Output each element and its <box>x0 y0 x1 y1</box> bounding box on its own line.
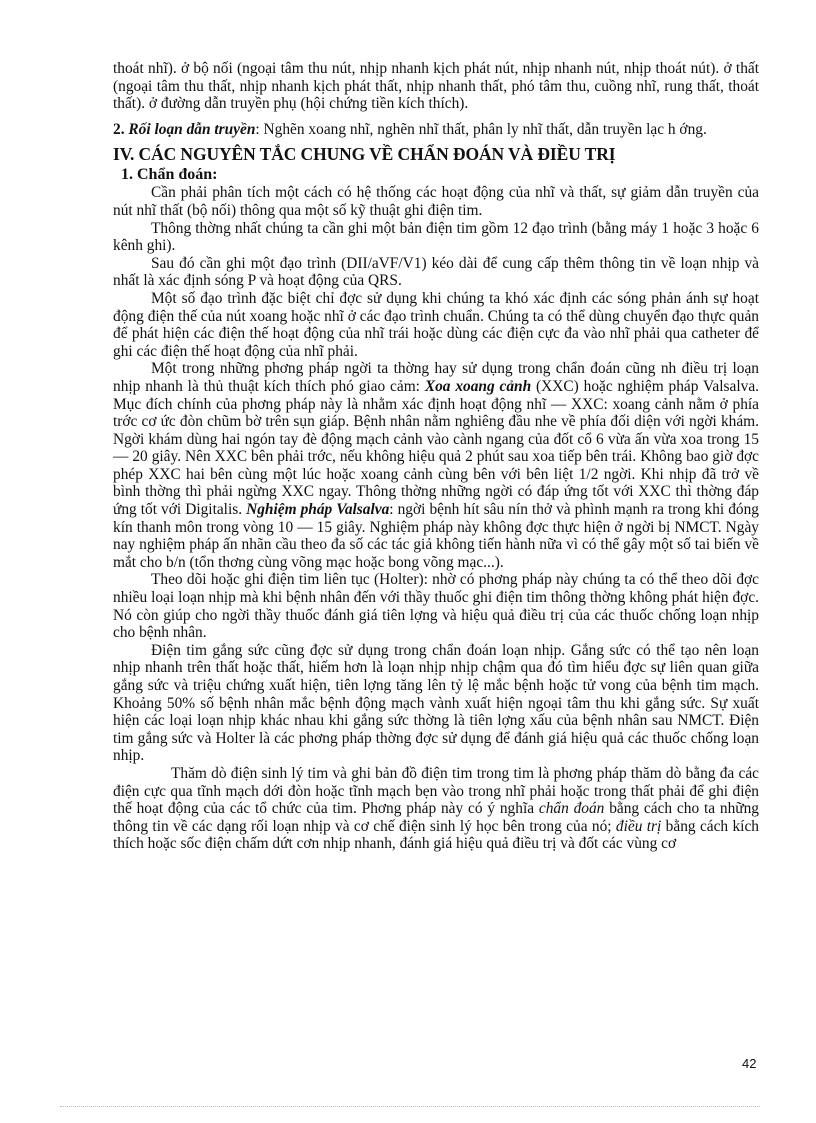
paragraph-holter: Theo dõi hoặc ghi điện tim liên tục (Holter): nhờ có phơng pháp này chúng ta có thể theo dõi đợc nhiều loại loạn nhịp mà khi bệnh nhân đến với thầy thuốc ghi điện tim thông thờng không phát hiện đợc. Nó còn giúp cho ngời thầy thuốc đánh giá tiên lợng và hiệu quả điều trị của các thuốc chống loạn nhịp cho bệnh nhân. <box>113 571 759 642</box>
term-diagnosis: chẩn đoán <box>538 800 605 818</box>
text-run: (XXC) hoặc nghiệm pháp Valsalva. Mục đích chính của phơng pháp này là nhằm xác định hoạt động nhĩ — XXC: xoang cảnh nằm ở phía trớc cơ ức đòn chũm bờ trên sụn giáp. Bệnh nhân nằm nghiêng đầu nhe về phía đối diện với ngời khám. Ngời khám dùng hai ngón tay đè động mạch cảnh vào cành ngang của đốt cổ 6 vừa ấn vừa xoa trong 15 — 20 giây. Nên XXC bên phải trớc, nếu không hiệu quả 2 phút sau xoa tiếp bên trái. Không bao giờ đợc phép XXC hai bên cùng một lúc hoặc xoang cảnh cùng bên với bên liệt 1/2 ngời. Khi nhịp đã trở về bình thờng thì phải ngừng XXC ngay. Thông thờng những ngời có đáp ứng tốt với XXC thì thờng đáp ứng tốt với Digitalis. <box>113 377 760 519</box>
item-number: 2. <box>113 120 125 138</box>
paragraph-special-leads: Một số đạo trình đặc biệt chỉ đợc sử dụng khi chúng ta khó xác định các sóng phản ánh sự hoạt động điện thế của nút xoang hoặc nhĩ ở các đạo trình chuẩn. Chúng ta có thể dùng chuyển đạo thực quản để phát hiện các điện thế hoạt động của nhĩ trái hoặc dùng các điện cực đa vào nhĩ phải qua catheter để ghi các điện thế hoạt động của nhĩ phải. <box>113 289 759 360</box>
term-treatment: điều trị <box>615 817 662 835</box>
paragraph-electrophysiology <box>113 765 759 853</box>
document-page <box>113 60 759 853</box>
term-valsalva: Nghiệm pháp Valsalva <box>246 501 390 519</box>
paragraph-conduction-disorders <box>113 121 759 139</box>
text-run: Thăm dò điện sinh lý tim và ghi bản đồ điện tim trong tim là phơng pháp thăm dò bằng đa các điện cực qua tĩnh mạch dới đòn hoặc tĩnh mạch bẹn vào trong nhĩ phải hoặc trong thất phải để ghi điện thế hoạt động của các tổ chức của tim. Phơng pháp này có ý nghĩa <box>113 764 759 818</box>
text-run: : ngời bệnh hít sâu nín thở và phình mạnh ra trong khi đóng kín thanh môn trong vòng 10 — 15 giây. Nghiệm pháp này không đợc thực hiện ở ngời bị NMCT. Ngày nay nghiệm pháp ấn nhãn cầu theo đa số các tác giả không tiến hành nữa vì có thể gây một số tai biến về mắt cho b/n (tổn thơng cùng võng mạc hoặc bong võng mạc...). <box>113 501 759 571</box>
subsection-heading: 1. Chẩn đoán: <box>121 166 218 184</box>
item-title: Rối loạn dẫn truyền <box>128 120 256 138</box>
term-carotid-massage: Xoa xoang cảnh <box>424 377 532 395</box>
paragraph-analysis: Cần phải phân tích một cách có hệ thống các hoạt động của nhĩ và thất, sự giảm dẫn truyền của nút nhĩ thất (bộ nối) thông qua một số kỹ thuật ghi điện tim. <box>113 184 759 219</box>
footer-divider <box>60 1106 760 1107</box>
page-number: 42 <box>742 1056 757 1071</box>
paragraph-arrhythmia-list: thoát nhĩ). ở bộ nối (ngoại tâm thu nút, nhịp nhanh kịch phát nút, nhịp nhanh nút, nhịp thoát nút). ở thất (ngoại tâm thu thất, nhịp nhanh kịch phát thất, nhịp nhanh thất, phó tâm thu, cuồng nhĩ, rung thất, thoát thất). ở đường dẫn truyền phụ (hội chứng tiền kích thích). <box>113 60 759 113</box>
paragraph-vagal-maneuvers <box>113 360 759 571</box>
text-run: Một trong những phơng pháp ngời ta thờng hay sử dụng trong chẩn đoán cũng nh điều trị loạn nhịp nhanh là thủ thuật kích thích phó giao cảm: <box>113 360 759 395</box>
paragraph-12-lead: Thông thờng nhất chúng ta cần ghi một bản điện tim gồm 12 đạo trình (bằng máy 1 hoặc 3 hoặc 6 kênh ghi). <box>113 219 759 255</box>
paragraph-stress-ecg: Điện tim gắng sức cũng đợc sử dụng trong chẩn đoán loạn nhịp. Gắng sức có thể tạo nên loạn nhịp nhanh trên thất hoặc thất, hiếm hơn là loạn nhịp nhịp chậm qua đó tìm hiểu đợc sự liên quan giữa gắng sức và triệu chứng xuất hiện, tiên lợng tăng lên tỷ lệ mắc bệnh hoặc tử vong của bệnh tim mạch. Khoảng 50% số bệnh nhân mắc bệnh động mạch vành xuất hiện ngoại tâm thu khi gắng sức. Sự xuất hiện các loại loạn nhịp khác nhau khi gắng sức thờng là tiên lợng xấu của bệnh nhân sau NMCT. Điện tim gắng sức và Holter là các phơng pháp thờng đợc sử dụng để đánh giá hiệu quả các thuốc chống loạn nhịp. <box>113 641 759 765</box>
section-heading: IV. CÁC NGUYÊN TẮC CHUNG VỀ CHẨN ĐOÁN VÀ ĐIỀU TRỊ <box>113 144 616 165</box>
item-text: : Nghẽn xoang nhĩ, nghẽn nhĩ thất, phân ly nhĩ thất, dẫn truyền lạc h ớng. <box>255 120 707 138</box>
text-run: bằng cách cho ta những thông tin về các dạng rối loạn nhịp và cơ chế điện sinh lý học bên trong của nó; <box>113 800 759 835</box>
text-run: bằng cách kích thích hoặc sốc điện chấm dứt cơn nhịp nhanh, đánh giá hiệu quả điều trị và đốt các vùng cơ <box>113 817 759 853</box>
paragraph-long-lead: Sau đó cần ghi một đạo trình (DII/aVF/V1) kéo dài để cung cấp thêm thông tin về loạn nhịp và nhất là xác định sóng P và hoạt động của QRS. <box>113 254 759 290</box>
